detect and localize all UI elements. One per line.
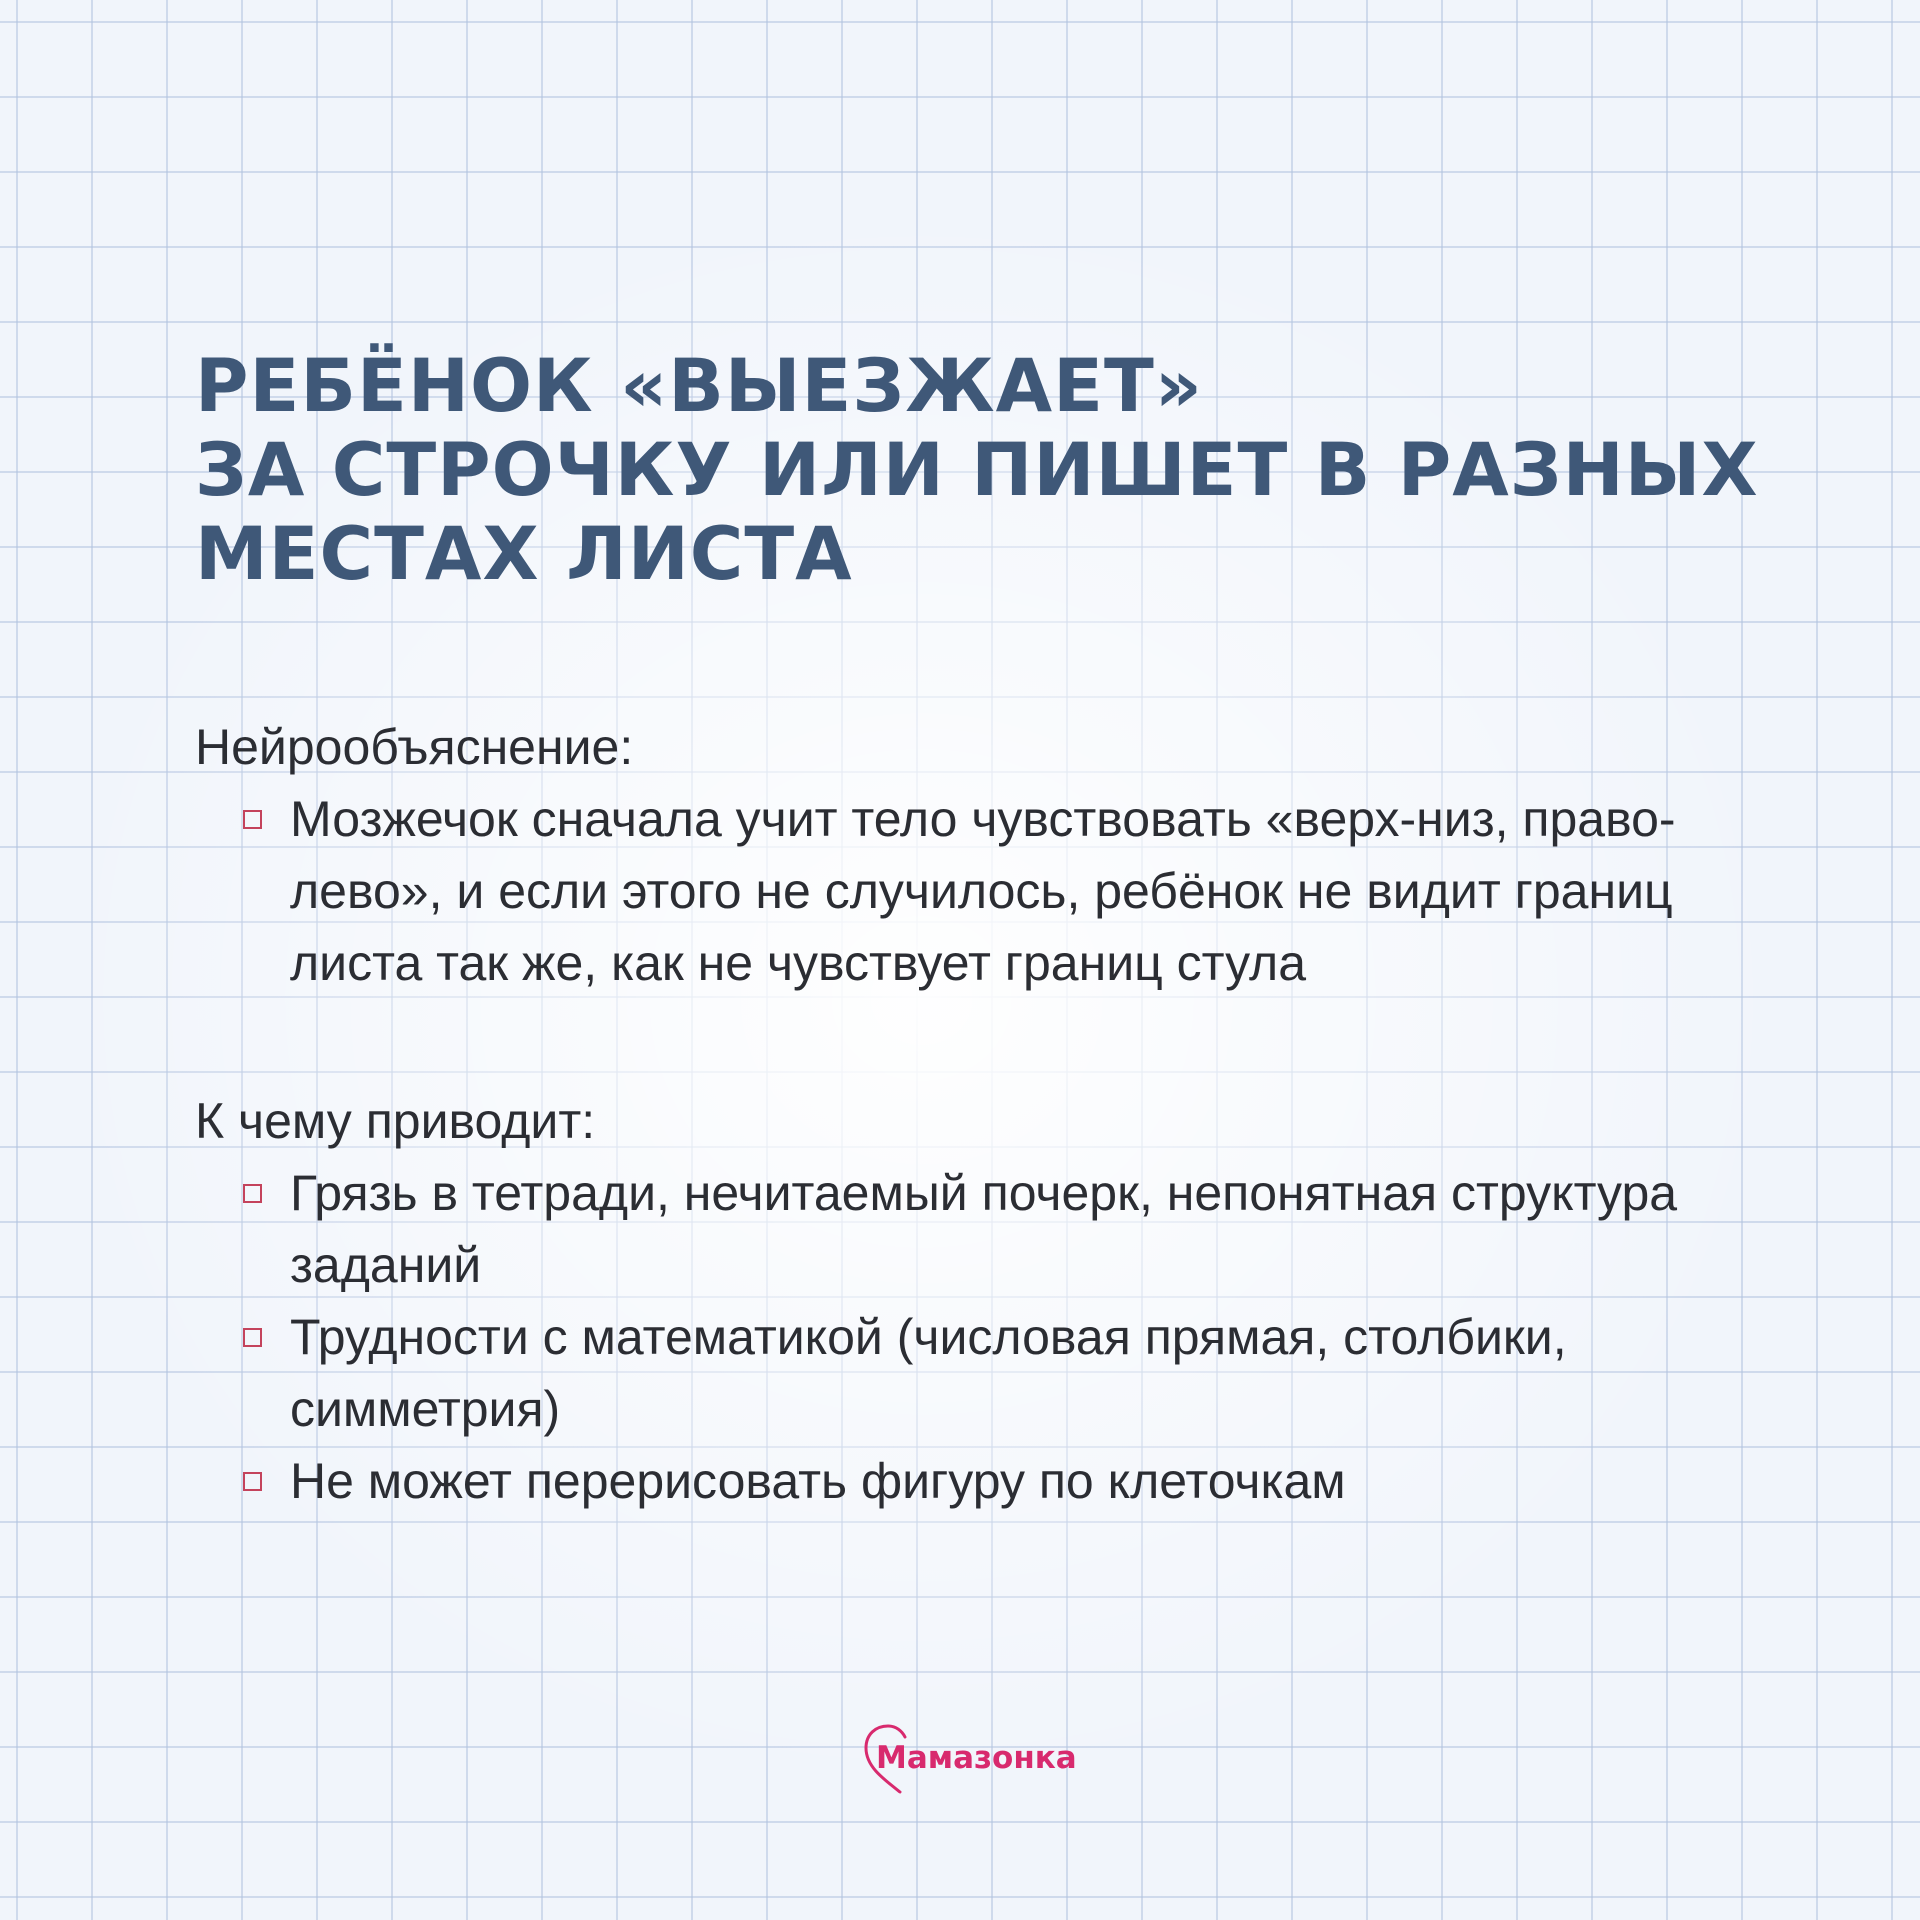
- list-item-text: Мозжечок сначала учит тело чувствовать «верх-низ, право-лево», и если этого не случилось, ребёнок не видит границ листа так же, как не чувствует границ стула: [290, 791, 1676, 991]
- square-bullet-icon: [243, 1184, 262, 1203]
- list-item-text: Не может перерисовать фигуру по клеточкам: [290, 1453, 1346, 1509]
- section-label: К чему приводит:: [195, 1093, 596, 1149]
- title-line-1: РЕБЁНОК «ВЫЕЗЖАЕТ»: [195, 344, 1203, 429]
- title-line-2: ЗА СТРОЧКУ ИЛИ ПИШЕТ В РАЗНЫХ: [195, 428, 1759, 513]
- list-item-text: Трудности с математикой (числовая прямая, столбики, симметрия): [290, 1309, 1567, 1437]
- title-line-3: МЕСТАХ ЛИСТА: [195, 512, 853, 597]
- square-bullet-icon: [243, 1328, 262, 1347]
- logo-text: Мамазонка: [876, 1740, 1077, 1776]
- brand-logo: [862, 1722, 1077, 1794]
- section-consequences: [195, 1085, 1755, 1517]
- list-item: [195, 1445, 1755, 1517]
- list-item: [195, 783, 1755, 999]
- square-bullet-icon: [243, 1472, 262, 1491]
- list-item: [195, 1157, 1755, 1301]
- section-label: Нейрообъяснение:: [195, 719, 634, 775]
- slide-content: [195, 344, 1759, 1517]
- list-item-text: Грязь в тетради, нечитаемый почерк, непонятная структура заданий: [290, 1165, 1678, 1293]
- square-bullet-icon: [243, 810, 262, 829]
- slide-title: [195, 344, 1759, 597]
- section-neuro-explanation: [195, 711, 1755, 999]
- bullet-list: [195, 783, 1755, 999]
- bullet-list: [195, 1157, 1755, 1517]
- list-item: [195, 1301, 1755, 1445]
